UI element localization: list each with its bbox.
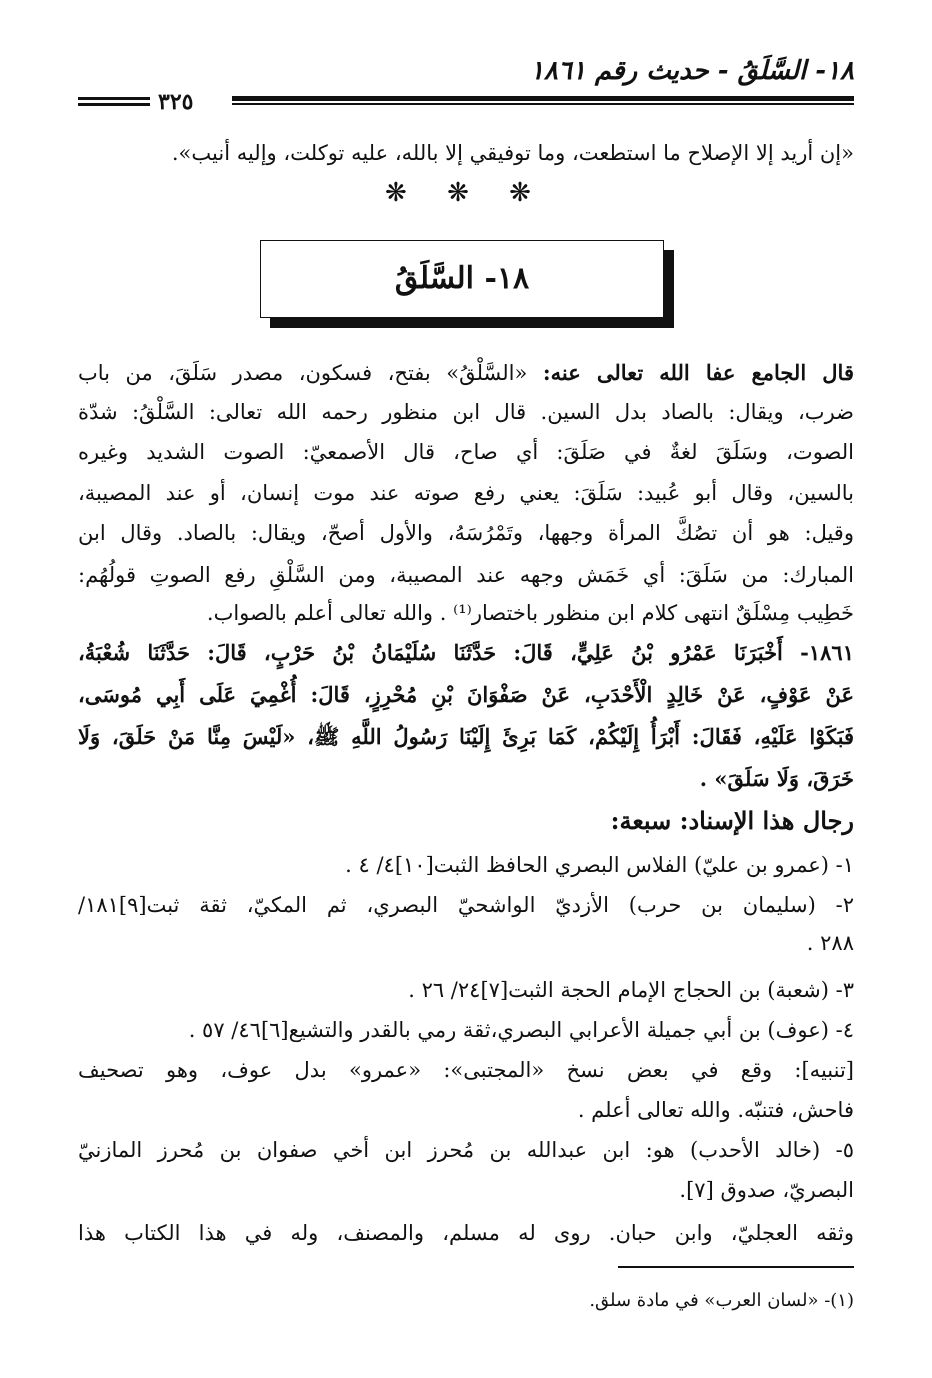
intro-quote: «إن أريد إلا الإصلاح ما استطعت، وما توفيقي إلا بالله، عليه توكلت، وإليه أنيب». [171,141,854,165]
page-number: ٣٢٥ [158,89,194,115]
header-rule-thin [232,103,854,105]
commentary-line: بالسين، وقال أبو عُبيد: سَلَقَ: يعني رفع صوته عند موت إنسان، أو عند المصيبة، [78,481,854,505]
chapter-title: ١٨- السَّلَقُ [394,261,530,296]
narrator-item-continued: البصريّ، صدوق [٧]. [679,1178,854,1202]
narrator-item: ٣- (شعبة) بن الحجاج الإمام الحجة الثبت[٧]٢٤/ ٢٦ . [408,978,854,1002]
narrators-heading: رجال هذا الإسناد: سبعة: [610,806,854,835]
note-line: فاحش، فتنبّه. والله تعالى أعلم . [577,1098,854,1122]
commentary-lead: قال الجامع عفا الله تعالى عنه: [542,360,854,385]
note-line: [تنبيه]: وقع في بعض نسخ «المجتبى»: «عمرو» بدل عوف، وهو تصحيف [78,1058,854,1082]
commentary-line: خَطِيب مِسْلَقٌ انتهى كلام ابن منظور باختصار⁽¹⁾ . والله تعالى أعلم بالصواب. [206,601,854,625]
hadith-line: خَرَقَ، وَلَا سَلَقَ» . [699,766,854,791]
narrator-item: ٢- (سليمان بن حرب) الأزديّ الواشحيّ البصري، ثم المكيّ، ثقة ثبت[٩]١٨١/ [78,893,854,917]
narrator-item: ١- (عمرو بن عليّ) الفلاس البصري الحافظ الثبت[١٠]٤/ ٤ . [345,853,854,877]
commentary-line [78,358,854,388]
hadith-line: فَبَكَوْا عَلَيْهِ، فَقَالَ: أَبْرَأُ إِلَيْكُمْ، كَمَا بَرِئَ إِلَيْنَا رَسُولُ اللَّهِ ﷺ، «لَيْسَ مِنَّا مَنْ حَلَقَ، وَلَا [78,724,854,749]
footnote: (١)- «لسان العرب» في مادة سلق. [589,1290,854,1311]
section-separator: ❋ ❋ ❋ [385,178,547,208]
commentary-text: «السَّلْقُ» بفتح، فسكون، مصدر سَلَقَ، من باب [78,361,528,385]
footnote-rule [618,1266,854,1268]
commentary-line: الصوت، وسَلَقَ لغةٌ في صَلَقَ: أي صاح، قال الأصمعيّ: الصوت الشديد وغيره [78,440,854,464]
page-number-rule-top [78,97,150,100]
commentary-line: المبارك: من سَلَقَ: أي خَمَش وجهه عند المصيبة، ومن السَّلْقِ رفع الصوتِ قولُهُم: [78,563,854,587]
narrator-note: وثقه العجليّ، وابن حبان. روى له مسلم، والمصنف، وله في هذا الكتاب هذا [78,1221,854,1245]
running-header-title: ١٨- السَّلَقُ - حديث رقم ١٨٦١ [529,56,854,86]
narrator-item: ٥- (خالد الأحدب) هو: ابن عبدالله بن مُحرز ابن أخي صفوان بن مُحرز المازنيّ [78,1138,854,1162]
page-number-rule-bottom [78,103,150,106]
header-rule [232,96,854,101]
hadith-line: ١٨٦١- أَخْبَرَنَا عَمْرُو بْنُ عَلِيٍّ، قَالَ: حَدَّثَنَا سُلَيْمَانُ بْنُ حَرْبٍ، قَالَ: حَدَّثَنَا شُعْبَةُ، [78,640,854,665]
hadith-line: عَنْ عَوْفٍ، عَنْ خَالِدٍ الْأَحْدَبِ، عَنْ صَفْوَانَ بْنِ مُحْرِزٍ، قَالَ: أُغْمِيَ عَلَى أَبِي مُوسَى، [78,682,854,707]
narrator-item-continued: ٢٨٨ . [806,931,854,955]
narrator-item: ٤- (عوف) بن أبي جميلة الأعرابي البصري،ثقة رمي بالقدر والتشيع[٦]٤٦/ ٥٧ . [188,1018,854,1042]
commentary-line: وقيل: هو أن تصُكَّ المرأة وجهها، وتَمْرُسَهُ، والأول أصحّ، ويقال: بالصاد. وقال ابن [78,521,854,545]
commentary-line: ضرب، ويقال: بالصاد بدل السين. قال ابن منظور رحمه الله تعالى: السَّلْقُ: شدّة [78,400,854,424]
